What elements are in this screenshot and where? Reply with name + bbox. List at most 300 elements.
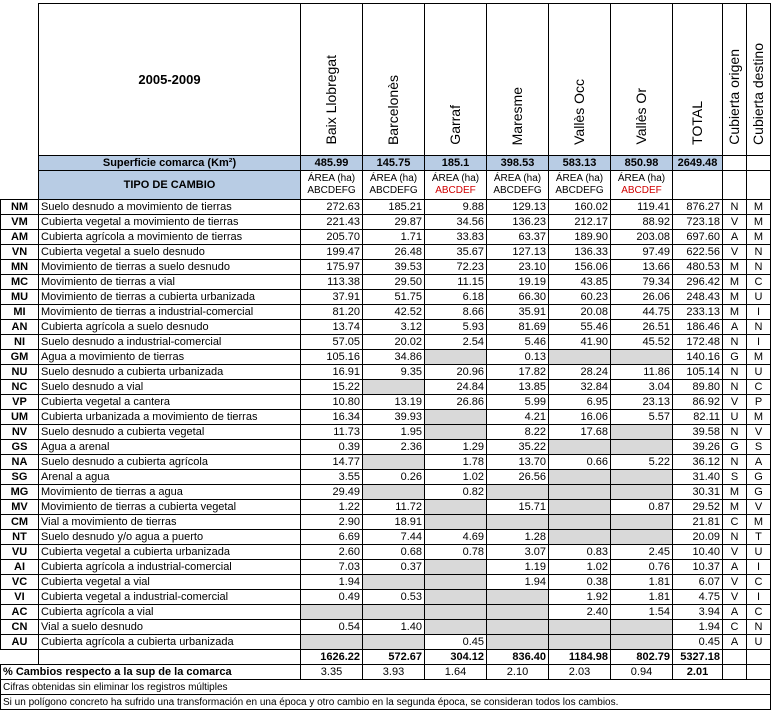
- column-total: 304.12: [425, 650, 487, 665]
- area-value: 24.84: [425, 380, 487, 395]
- table-row: [1, 485, 771, 500]
- area-header: ÁREA (ha) ABCDEFG: [363, 171, 425, 200]
- percent-value: 3.35: [301, 665, 363, 680]
- area-value: [487, 605, 549, 620]
- area-value: 16.91: [301, 365, 363, 380]
- change-label: Cubierta vegetal a cubierta urbanizada: [39, 545, 301, 560]
- area-value: 39.53: [363, 260, 425, 275]
- area-value: 1.78: [425, 455, 487, 470]
- area-value: [611, 635, 673, 650]
- land-change-table: [0, 3, 771, 710]
- change-code: MG: [1, 485, 39, 500]
- surface-value: 145.75: [363, 156, 425, 171]
- area-value: 160.02: [549, 200, 611, 215]
- area-value: 10.80: [301, 395, 363, 410]
- table-row: [1, 620, 771, 635]
- table-row: [1, 470, 771, 485]
- area-value: 13.19: [363, 395, 425, 410]
- origin-code: N: [723, 425, 747, 440]
- area-value: [363, 380, 425, 395]
- area-value: 35.22: [487, 440, 549, 455]
- area-value: 3.55: [301, 470, 363, 485]
- area-value: 1.94: [487, 575, 549, 590]
- area-value: [487, 485, 549, 500]
- table-row: [1, 230, 771, 245]
- origin-code: V: [723, 395, 747, 410]
- area-value: 127.13: [487, 245, 549, 260]
- total-value: 697.60: [673, 230, 723, 245]
- destination-code: U: [747, 545, 771, 560]
- area-value: [425, 500, 487, 515]
- change-label: Vial a movimiento de tierras: [39, 515, 301, 530]
- area-value: 0.78: [425, 545, 487, 560]
- table-row: [1, 245, 771, 260]
- area-value: 156.06: [549, 260, 611, 275]
- table-row: [1, 305, 771, 320]
- area-value: [549, 470, 611, 485]
- area-value: 13.85: [487, 380, 549, 395]
- area-value: [549, 500, 611, 515]
- column-total: 5327.18: [673, 650, 723, 665]
- area-value: 185.21: [363, 200, 425, 215]
- area-value: 19.19: [487, 275, 549, 290]
- percent-value: 2.01: [673, 665, 723, 680]
- area-value: 119.41: [611, 200, 673, 215]
- area-value: 0.54: [301, 620, 363, 635]
- area-value: [487, 515, 549, 530]
- area-value: 1.29: [425, 440, 487, 455]
- change-label: Movimiento de tierras a cubierta vegetal: [39, 500, 301, 515]
- area-value: 35.67: [425, 245, 487, 260]
- area-value: 72.23: [425, 260, 487, 275]
- blank-cell: [747, 665, 771, 680]
- change-code: UM: [1, 410, 39, 425]
- change-code: GM: [1, 350, 39, 365]
- area-header: ÁREA (ha) ABCDEF: [611, 171, 673, 200]
- change-label: Suelo desnudo a movimiento de tierras: [39, 200, 301, 215]
- destination-code: I: [747, 305, 771, 320]
- surface-value: 185.1: [425, 156, 487, 171]
- change-label: Movimiento de tierras a industrial-comercial: [39, 305, 301, 320]
- column-total: 802.79: [611, 650, 673, 665]
- area-value: 20.08: [549, 305, 611, 320]
- total-value: 186.46: [673, 320, 723, 335]
- area-value: [363, 485, 425, 500]
- change-code: MV: [1, 500, 39, 515]
- surface-label: Superficie comarca (Km²): [39, 156, 301, 171]
- blank-cell: [39, 650, 301, 665]
- total-value: 622.56: [673, 245, 723, 260]
- change-code: GS: [1, 440, 39, 455]
- area-value: 0.83: [549, 545, 611, 560]
- area-value: 2.36: [363, 440, 425, 455]
- percent-label: % Cambios respecto a la sup de la comarca: [1, 665, 301, 680]
- area-value: 0.68: [363, 545, 425, 560]
- origin-code: A: [723, 635, 747, 650]
- total-value: 480.53: [673, 260, 723, 275]
- area-value: 55.46: [549, 320, 611, 335]
- change-code: NU: [1, 365, 39, 380]
- table-row: [1, 635, 771, 650]
- area-value: 15.71: [487, 500, 549, 515]
- area-value: 9.35: [363, 365, 425, 380]
- table-row: [1, 350, 771, 365]
- destination-code: N: [747, 245, 771, 260]
- area-value: 0.26: [363, 470, 425, 485]
- col-maresme: Maresme: [509, 86, 525, 145]
- change-label: Suelo desnudo a cubierta vegetal: [39, 425, 301, 440]
- destination-code: N: [747, 620, 771, 635]
- change-code: MU: [1, 290, 39, 305]
- area-value: 1.02: [549, 560, 611, 575]
- blank-cell: [723, 665, 747, 680]
- destination-code: U: [747, 290, 771, 305]
- destination-code: N: [747, 320, 771, 335]
- change-code: VP: [1, 395, 39, 410]
- table-row: [1, 455, 771, 470]
- total-value: 296.42: [673, 275, 723, 290]
- destination-code: C: [747, 605, 771, 620]
- table-row: [1, 515, 771, 530]
- area-value: 129.13: [487, 200, 549, 215]
- destination-code: S: [747, 440, 771, 455]
- area-value: 6.69: [301, 530, 363, 545]
- area-value: 81.69: [487, 320, 549, 335]
- area-header: ÁREA (ha) ABCDEFG: [487, 171, 549, 200]
- col-barcelones: Barcelonès: [385, 74, 401, 145]
- change-code: VN: [1, 245, 39, 260]
- area-value: 9.88: [425, 200, 487, 215]
- area-value: [611, 485, 673, 500]
- change-label: Cubierta vegetal a cantera: [39, 395, 301, 410]
- change-label: Cubierta agrícola a industrial-comercial: [39, 560, 301, 575]
- area-value: 2.90: [301, 515, 363, 530]
- total-value: 723.18: [673, 215, 723, 230]
- area-value: [363, 455, 425, 470]
- area-header: ÁREA (ha) ABCDEF: [425, 171, 487, 200]
- change-code: NM: [1, 200, 39, 215]
- table-row: [1, 440, 771, 455]
- area-value: 205.70: [301, 230, 363, 245]
- area-value: 6.18: [425, 290, 487, 305]
- area-value: 1.02: [425, 470, 487, 485]
- area-value: [611, 440, 673, 455]
- area-value: 39.93: [363, 410, 425, 425]
- area-value: [549, 350, 611, 365]
- origin-code: G: [723, 440, 747, 455]
- origin-code: M: [723, 305, 747, 320]
- total-value: 876.27: [673, 200, 723, 215]
- col-valles-or: Vallès Or: [633, 88, 649, 145]
- area-value: [611, 350, 673, 365]
- total-value: 39.26: [673, 440, 723, 455]
- destination-code: I: [747, 335, 771, 350]
- area-value: 0.38: [549, 575, 611, 590]
- area-value: 1.81: [611, 575, 673, 590]
- area-value: [301, 605, 363, 620]
- area-value: 14.77: [301, 455, 363, 470]
- area-value: [363, 605, 425, 620]
- destination-code: M: [747, 230, 771, 245]
- total-value: 30.31: [673, 485, 723, 500]
- area-value: 7.44: [363, 530, 425, 545]
- area-value: 66.30: [487, 290, 549, 305]
- area-value: 26.48: [363, 245, 425, 260]
- area-value: 0.76: [611, 560, 673, 575]
- origin-code: M: [723, 275, 747, 290]
- area-value: 60.23: [549, 290, 611, 305]
- change-code: AI: [1, 560, 39, 575]
- change-code: NV: [1, 425, 39, 440]
- change-label: Suelo desnudo a vial: [39, 380, 301, 395]
- tipo-cambio-label: TIPO DE CAMBIO: [39, 171, 301, 200]
- area-value: 2.54: [425, 335, 487, 350]
- area-value: 5.99: [487, 395, 549, 410]
- total-value: 29.52: [673, 500, 723, 515]
- origin-code: N: [723, 455, 747, 470]
- change-label: Agua a arenal: [39, 440, 301, 455]
- table-row: [1, 260, 771, 275]
- origin-code: A: [723, 560, 747, 575]
- destination-code: I: [747, 560, 771, 575]
- percent-value: 3.93: [363, 665, 425, 680]
- note-row: [1, 695, 771, 710]
- area-value: 0.87: [611, 500, 673, 515]
- area-value: 2.40: [549, 605, 611, 620]
- area-value: 5.93: [425, 320, 487, 335]
- area-value: 3.07: [487, 545, 549, 560]
- table-row: [1, 275, 771, 290]
- origin-code: U: [723, 410, 747, 425]
- origin-code: N: [723, 530, 747, 545]
- area-value: [611, 470, 673, 485]
- area-value: 3.04: [611, 380, 673, 395]
- area-value: 105.16: [301, 350, 363, 365]
- area-value: 13.74: [301, 320, 363, 335]
- change-code: VU: [1, 545, 39, 560]
- area-value: 0.13: [487, 350, 549, 365]
- area-value: [425, 605, 487, 620]
- change-code: NA: [1, 455, 39, 470]
- table-row: [1, 425, 771, 440]
- area-value: 34.56: [425, 215, 487, 230]
- table-row: [1, 545, 771, 560]
- area-value: 1.22: [301, 500, 363, 515]
- change-code: MN: [1, 260, 39, 275]
- header-row: [1, 4, 771, 156]
- area-value: 1.94: [301, 575, 363, 590]
- origin-code: G: [723, 350, 747, 365]
- area-value: 33.83: [425, 230, 487, 245]
- table-row: [1, 560, 771, 575]
- area-value: 0.49: [301, 590, 363, 605]
- table-row: [1, 380, 771, 395]
- totals-row: [1, 650, 771, 665]
- total-value: 233.13: [673, 305, 723, 320]
- change-code: NC: [1, 380, 39, 395]
- area-value: 43.85: [549, 275, 611, 290]
- area-value: 17.82: [487, 365, 549, 380]
- area-value: 1.95: [363, 425, 425, 440]
- area-value: [549, 485, 611, 500]
- area-value: 203.08: [611, 230, 673, 245]
- area-value: 2.60: [301, 545, 363, 560]
- area-value: 26.86: [425, 395, 487, 410]
- change-label: Cubierta urbanizada a movimiento de tierras: [39, 410, 301, 425]
- area-value: 29.87: [363, 215, 425, 230]
- area-value: 16.34: [301, 410, 363, 425]
- col-cubierta-origen: Cubierta origen: [726, 49, 742, 145]
- origin-code: V: [723, 545, 747, 560]
- table-row: [1, 365, 771, 380]
- total-value: 20.09: [673, 530, 723, 545]
- area-value: 26.56: [487, 470, 549, 485]
- area-value: 51.75: [363, 290, 425, 305]
- area-value: [363, 575, 425, 590]
- area-value: 1.71: [363, 230, 425, 245]
- change-label: Arenal a agua: [39, 470, 301, 485]
- change-label: Cubierta vegetal a vial: [39, 575, 301, 590]
- area-value: 23.13: [611, 395, 673, 410]
- area-header-row: [1, 171, 771, 200]
- origin-code: A: [723, 320, 747, 335]
- area-value: 221.43: [301, 215, 363, 230]
- total-value: 10.40: [673, 545, 723, 560]
- area-value: [487, 590, 549, 605]
- change-code: AM: [1, 230, 39, 245]
- total-value: 39.58: [673, 425, 723, 440]
- area-value: 136.23: [487, 215, 549, 230]
- area-value: 41.90: [549, 335, 611, 350]
- table-row: [1, 290, 771, 305]
- table-row: [1, 605, 771, 620]
- area-value: 79.34: [611, 275, 673, 290]
- change-label: Cubierta vegetal a movimiento de tierras: [39, 215, 301, 230]
- table-row: [1, 575, 771, 590]
- area-value: [611, 425, 673, 440]
- change-code: MI: [1, 305, 39, 320]
- surface-value: 850.98: [611, 156, 673, 171]
- origin-code: N: [723, 365, 747, 380]
- table-row: [1, 215, 771, 230]
- area-value: 5.22: [611, 455, 673, 470]
- change-label: Vial a suelo desnudo: [39, 620, 301, 635]
- table-row: [1, 410, 771, 425]
- area-value: 0.66: [549, 455, 611, 470]
- area-value: 26.06: [611, 290, 673, 305]
- area-value: 199.47: [301, 245, 363, 260]
- area-value: 136.33: [549, 245, 611, 260]
- origin-code: C: [723, 515, 747, 530]
- table-row: [1, 530, 771, 545]
- area-value: [487, 635, 549, 650]
- col-total: TOTAL: [689, 101, 705, 145]
- total-value: 4.75: [673, 590, 723, 605]
- destination-code: V: [747, 425, 771, 440]
- area-value: 4.21: [487, 410, 549, 425]
- area-value: 1.92: [549, 590, 611, 605]
- area-value: 42.52: [363, 305, 425, 320]
- percent-value: 1.64: [425, 665, 487, 680]
- destination-code: A: [747, 455, 771, 470]
- area-value: 189.90: [549, 230, 611, 245]
- area-value: 32.84: [549, 380, 611, 395]
- total-value: 105.14: [673, 365, 723, 380]
- table-row: [1, 395, 771, 410]
- table-row: [1, 320, 771, 335]
- origin-code: N: [723, 200, 747, 215]
- area-value: [425, 515, 487, 530]
- col-valles-occ: Vallès Occ: [571, 79, 587, 145]
- area-value: 0.53: [363, 590, 425, 605]
- origin-code: A: [723, 605, 747, 620]
- change-code: NI: [1, 335, 39, 350]
- destination-code: C: [747, 380, 771, 395]
- origin-code: C: [723, 620, 747, 635]
- total-value: 21.81: [673, 515, 723, 530]
- origin-code: V: [723, 590, 747, 605]
- area-value: 13.70: [487, 455, 549, 470]
- area-value: [611, 515, 673, 530]
- area-value: [425, 410, 487, 425]
- change-label: Cubierta agrícola a movimiento de tierras: [39, 230, 301, 245]
- area-value: 11.15: [425, 275, 487, 290]
- change-code: VC: [1, 575, 39, 590]
- area-value: [549, 515, 611, 530]
- change-label: Suelo desnudo y/o agua a puerto: [39, 530, 301, 545]
- change-label: Movimiento de tierras a vial: [39, 275, 301, 290]
- origin-code: M: [723, 260, 747, 275]
- area-value: 175.97: [301, 260, 363, 275]
- origin-code: M: [723, 500, 747, 515]
- total-value: 0.45: [673, 635, 723, 650]
- area-value: 3.12: [363, 320, 425, 335]
- period-title: 2005-2009: [39, 4, 301, 156]
- origin-code: V: [723, 575, 747, 590]
- change-label: Suelo desnudo a industrial-comercial: [39, 335, 301, 350]
- total-value: 248.43: [673, 290, 723, 305]
- destination-code: U: [747, 635, 771, 650]
- col-cubierta-destino: Cubierta destino: [750, 43, 766, 145]
- area-value: 20.96: [425, 365, 487, 380]
- blank-cell: [1, 650, 39, 665]
- total-value: 82.11: [673, 410, 723, 425]
- total-value: 86.92: [673, 395, 723, 410]
- area-value: 5.57: [611, 410, 673, 425]
- change-code: VI: [1, 590, 39, 605]
- origin-code: M: [723, 290, 747, 305]
- total-value: 172.48: [673, 335, 723, 350]
- change-label: Movimiento de tierras a suelo desnudo: [39, 260, 301, 275]
- change-label: Cubierta vegetal a suelo desnudo: [39, 245, 301, 260]
- area-value: 0.82: [425, 485, 487, 500]
- percent-value: 0.94: [611, 665, 673, 680]
- change-label: Cubierta agrícola a vial: [39, 605, 301, 620]
- total-value: 89.80: [673, 380, 723, 395]
- change-label: Movimiento de tierras a cubierta urbanizada: [39, 290, 301, 305]
- area-value: [425, 425, 487, 440]
- surface-value: 583.13: [549, 156, 611, 171]
- column-total: 1626.22: [301, 650, 363, 665]
- surface-value: 2649.48: [673, 156, 723, 171]
- area-value: 29.50: [363, 275, 425, 290]
- total-value: 10.37: [673, 560, 723, 575]
- destination-code: N: [747, 260, 771, 275]
- change-label: Cubierta agrícola a cubierta urbanizada: [39, 635, 301, 650]
- area-value: [611, 620, 673, 635]
- change-code: AC: [1, 605, 39, 620]
- area-value: 0.37: [363, 560, 425, 575]
